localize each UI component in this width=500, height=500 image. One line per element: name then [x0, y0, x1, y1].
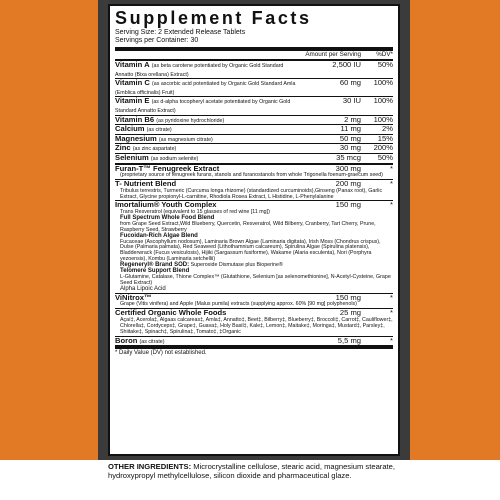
other-ingredients-label: OTHER INGREDIENTS: — [108, 462, 192, 471]
telomere-blend-title: Telomere Support Blend — [120, 268, 190, 275]
telomere-blend-desc: L-Glutamine, Catalase, Thione Complex™ (Glutathione, Selenium [as selenomethionine], N-Acetyl-Cysteine, Grape Seed Extract) — [120, 274, 391, 286]
panel-title: Supplement Facts — [115, 8, 312, 28]
ingredient-dv: * — [390, 179, 393, 189]
whole-food-blend-desc: from Grape Seed Extract,Wild Blueberry, Quercetin, Resveratrol, Wild Bilberry, Cranberry, Tart Cherry, Prune, Raspberry Seed, Strawberry — [120, 220, 376, 233]
ingredient-dv: * — [390, 308, 393, 318]
ingredient-name: Furan-T™ Fenugreek Extract — [115, 163, 220, 173]
nutrient-amount: 30 mg — [339, 143, 361, 153]
ingredient-dv: * — [390, 200, 393, 210]
nutrient-name: Calcium — [115, 124, 145, 134]
nutrient-desc: (as citrate) — [146, 127, 172, 134]
nutrient-row-selenium — [115, 154, 393, 163]
orange-background-left — [0, 0, 98, 500]
nutrient-amount: 11 mg — [340, 124, 361, 134]
trans-resveratrol: Trans Resveratrol (equivalent to 15 glasses of red wine [11 mg]) — [120, 209, 270, 216]
nutrient-name: Vitamin C — [115, 78, 150, 88]
ingredient-amount: 150 mg — [335, 292, 361, 302]
nutrient-row-vitamin-e — [115, 97, 393, 114]
sod-desc: Superoxide Dismutase plus Bioperine® — [190, 262, 283, 269]
nutrient-desc: (as d-alpha tocopheryl acetate potentiated by Organic Gold Standard Annatto Extract) — [115, 99, 291, 114]
nutrient-row-magnesium — [115, 135, 393, 144]
ingredient-dv: * — [390, 292, 393, 302]
whole-food-blend-title: Full Spectrum Whole Food Blend — [120, 214, 215, 221]
ingredient-amount: 150 mg — [335, 200, 361, 210]
nutrient-amount: 2,500 IU — [332, 60, 361, 69]
nutrient-name: Vitamin E — [115, 96, 150, 106]
algae-blend-desc: Fucaceae (Ascophyllum nodosum), Laminaria Brown Algae (Laminaria digitata), Irish Moss (Chondrus crispus), Dulse (Palmaria palmata), Red Seaweed (Lithothamnium calcareum), Spirulina Algae (Spirulina platensis), Bladderwrack (Fucus vesiculosis), Hijiki (Sargassum fusiforme), Wakame (Alaria esculenta), Nori (Porphyra yezoensis), Kombu (Laminaria setchellii) — [120, 238, 381, 263]
nutrient-dv: 100% — [373, 78, 393, 88]
nutrient-desc: (as magnesium citrate) — [158, 136, 213, 143]
ingredient-amount: 300 mg — [335, 163, 361, 173]
nutrient-dv: * — [390, 335, 393, 345]
sod-title: Regeneryl® Brand SOD: — [120, 262, 190, 269]
other-ingredients — [108, 462, 400, 481]
nutrient-name: Magnesium — [115, 133, 157, 143]
nutrient-row-calcium — [115, 125, 393, 134]
nutrient-amount: 2 mg — [344, 114, 361, 124]
nutrient-desc: (as sodium selenite) — [150, 155, 199, 162]
nutrient-dv: 50% — [377, 60, 393, 69]
nutrient-desc: (as pyridoxine hydrochloride) — [156, 117, 225, 124]
nutrient-dv: 15% — [377, 133, 393, 143]
nutrient-desc: (as ascorbic acid potentiated by Organic Gold Standard Amla (Emblica officinalis) Fruit) — [115, 81, 296, 96]
nutrient-row-vitamin-c — [115, 79, 393, 96]
nutrient-desc: (as citrate) — [139, 338, 165, 345]
ingredient-amount: 25 mg — [339, 308, 361, 318]
algae-blend-title: Fucoidan-Rich Algae Blend — [120, 232, 198, 239]
ingredient-name: Imortalium® Youth Complex — [115, 200, 217, 210]
nutrient-name: Selenium — [115, 152, 149, 162]
nutrient-row-zinc — [115, 144, 393, 153]
nutrient-name: Boron — [115, 335, 138, 345]
dv-header: %DV* — [376, 51, 393, 58]
footnote: * Daily Value (DV) not established. — [115, 350, 207, 357]
alpha-lipoic-acid: Alpha Lipoic Acid — [120, 285, 166, 292]
ingredient-desc: Grape (Vitis vinifera) and Apple (Malus pumila) extracts (supplying approx. 60% [90 mg] polyphenols) — [120, 301, 357, 308]
supplement-facts-panel — [108, 4, 400, 456]
other-ingredients-text: Microcrystalline cellulose, stearic acid, magnesium stearate, hydroxypropyl methylcellulose, silicon dioxide and pharmaceutical glaze. — [108, 462, 395, 481]
nutrient-name: Zinc — [115, 143, 131, 153]
column-header — [115, 51, 393, 59]
orange-background-right — [410, 0, 500, 500]
nutrient-name: Vitamin B6 — [115, 114, 155, 124]
nutrient-row-vitamin-a — [115, 61, 393, 78]
ingredient-desc: Tribulus terrestris, Turmeric (Curcuma longa rhizome) (standardized curcuminoids),Ginseng (Panax root), Garlic Extract, Glycine propionyl-L-carnitine, Rhodiola Rosea Extract, L Histidine, L-Phenylalanine — [120, 187, 383, 200]
serving-size: Serving Size: 2 Extended Release Tablets — [115, 29, 246, 36]
ingredient-amount: 200 mg — [335, 179, 361, 189]
nutrient-dv: 50% — [377, 152, 393, 162]
ingredient-desc: (proprietary source of fenugreek furans, stanols and furanostanols from whole Trigonella foenum-graecum seed) — [120, 172, 383, 179]
amount-header: Amount per Serving — [305, 51, 361, 58]
nutrient-amount: 5,5 mg — [337, 335, 361, 345]
ingredient-name: T- Nutrient Blend — [115, 179, 177, 189]
servings-per-container: Servings per Container: 30 — [115, 37, 199, 44]
ingredient-desc: Açaí‡, Acerola‡, Algaas calcareas‡, Amla‡, Annatto‡, Beet‡, Bilberry‡, Blueberry‡, Broccoli‡, Carrot‡, Cauliflower‡, Chlorella‡, Cordyceps‡, Grape‡, Guava‡, Holy Basil‡, Kale‡, Lemon‡, Maitake‡, Moringa‡, Mustard‡, Parsley‡, Shiitake‡, Spinach‡, Spirulina‡, Tomato‡, ‡Organic — [120, 316, 393, 335]
ingredient-name: ViNitrox™ — [115, 292, 152, 302]
ingredient-name: Certified Organic Whole Foods — [115, 308, 227, 318]
nutrient-desc: (as beta carotene potentiated by Organic Gold Standard Annatto (Bixa orellana) Extract) — [115, 63, 284, 78]
nutrient-name: Vitamin A — [115, 60, 150, 69]
nutrient-dv: 2% — [382, 124, 393, 134]
nutrient-row-boron — [115, 337, 393, 346]
nutrient-dv: 200% — [373, 143, 393, 153]
ingredient-dv: * — [390, 163, 393, 173]
nutrient-dv: 100% — [373, 114, 393, 124]
nutrient-desc: (as zinc aspartate) — [132, 146, 177, 153]
nutrient-amount: 35 mcg — [336, 152, 361, 162]
nutrient-row-vitamin-b6 — [115, 116, 393, 125]
nutrient-amount: 60 mg — [339, 78, 361, 88]
nutrient-amount: 30 IU — [342, 96, 361, 106]
nutrient-amount: 50 mg — [339, 133, 361, 143]
nutrient-dv: 100% — [373, 96, 393, 106]
